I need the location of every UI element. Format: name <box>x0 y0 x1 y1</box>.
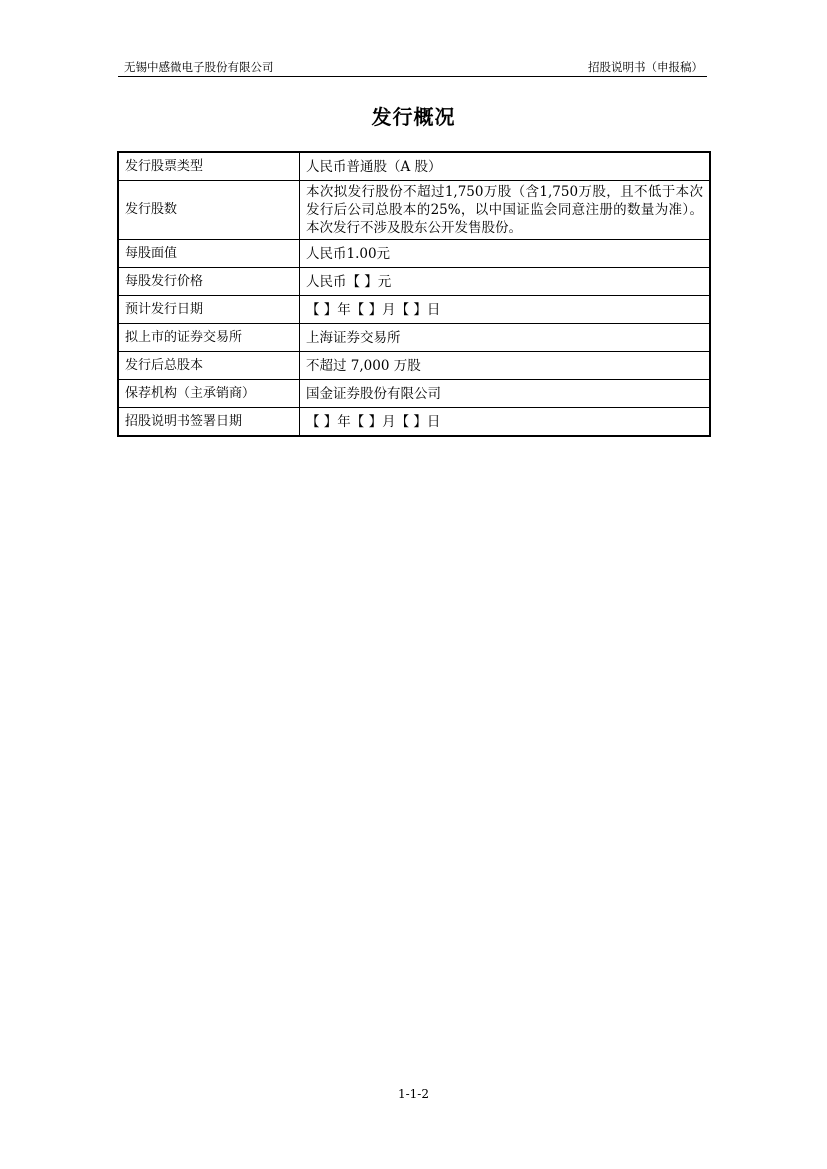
row-value: 本次拟发行股份不超过1,750万股（含1,750万股，且不低于本次发行后公司总股本的25%，以中国证监会同意注册的数量为准）。本次发行不涉及股东公开发售股份。 <box>300 181 711 240</box>
row-label: 发行股数 <box>118 181 300 240</box>
table-row <box>118 268 710 296</box>
table-row <box>118 324 710 352</box>
row-value: 【 】年【 】月【 】日 <box>300 408 711 437</box>
table-row <box>118 380 710 408</box>
table-row <box>118 152 710 181</box>
row-value: 国金证券股份有限公司 <box>300 380 711 408</box>
table-row <box>118 240 710 268</box>
row-value: 上海证券交易所 <box>300 324 711 352</box>
page-title: 发行概况 <box>371 105 456 129</box>
row-label: 每股发行价格 <box>118 268 300 296</box>
page-header <box>118 58 707 77</box>
row-value: 不超过 7,000 万股 <box>300 352 711 380</box>
table-row <box>118 408 710 437</box>
row-label: 每股面值 <box>118 240 300 268</box>
table-row <box>118 352 710 380</box>
row-value: 人民币【 】元 <box>300 268 711 296</box>
row-label: 预计发行日期 <box>118 296 300 324</box>
table-row <box>118 296 710 324</box>
row-value: 人民币1.00元 <box>300 240 711 268</box>
row-value: 【 】年【 】月【 】日 <box>300 296 711 324</box>
row-label: 拟上市的证券交易所 <box>118 324 300 352</box>
row-value: 人民币普通股（A 股） <box>300 152 711 181</box>
row-label: 发行股票类型 <box>118 152 300 181</box>
page-number: 1-1-2 <box>397 1087 429 1101</box>
row-label: 发行后总股本 <box>118 352 300 380</box>
document-type: 招股说明书（申报稿） <box>588 60 703 74</box>
issuance-overview-table <box>117 151 711 437</box>
company-name: 无锡中感微电子股份有限公司 <box>124 60 274 74</box>
row-label: 招股说明书签署日期 <box>118 408 300 437</box>
row-label: 保荐机构（主承销商） <box>118 380 300 408</box>
table-row <box>118 181 710 240</box>
